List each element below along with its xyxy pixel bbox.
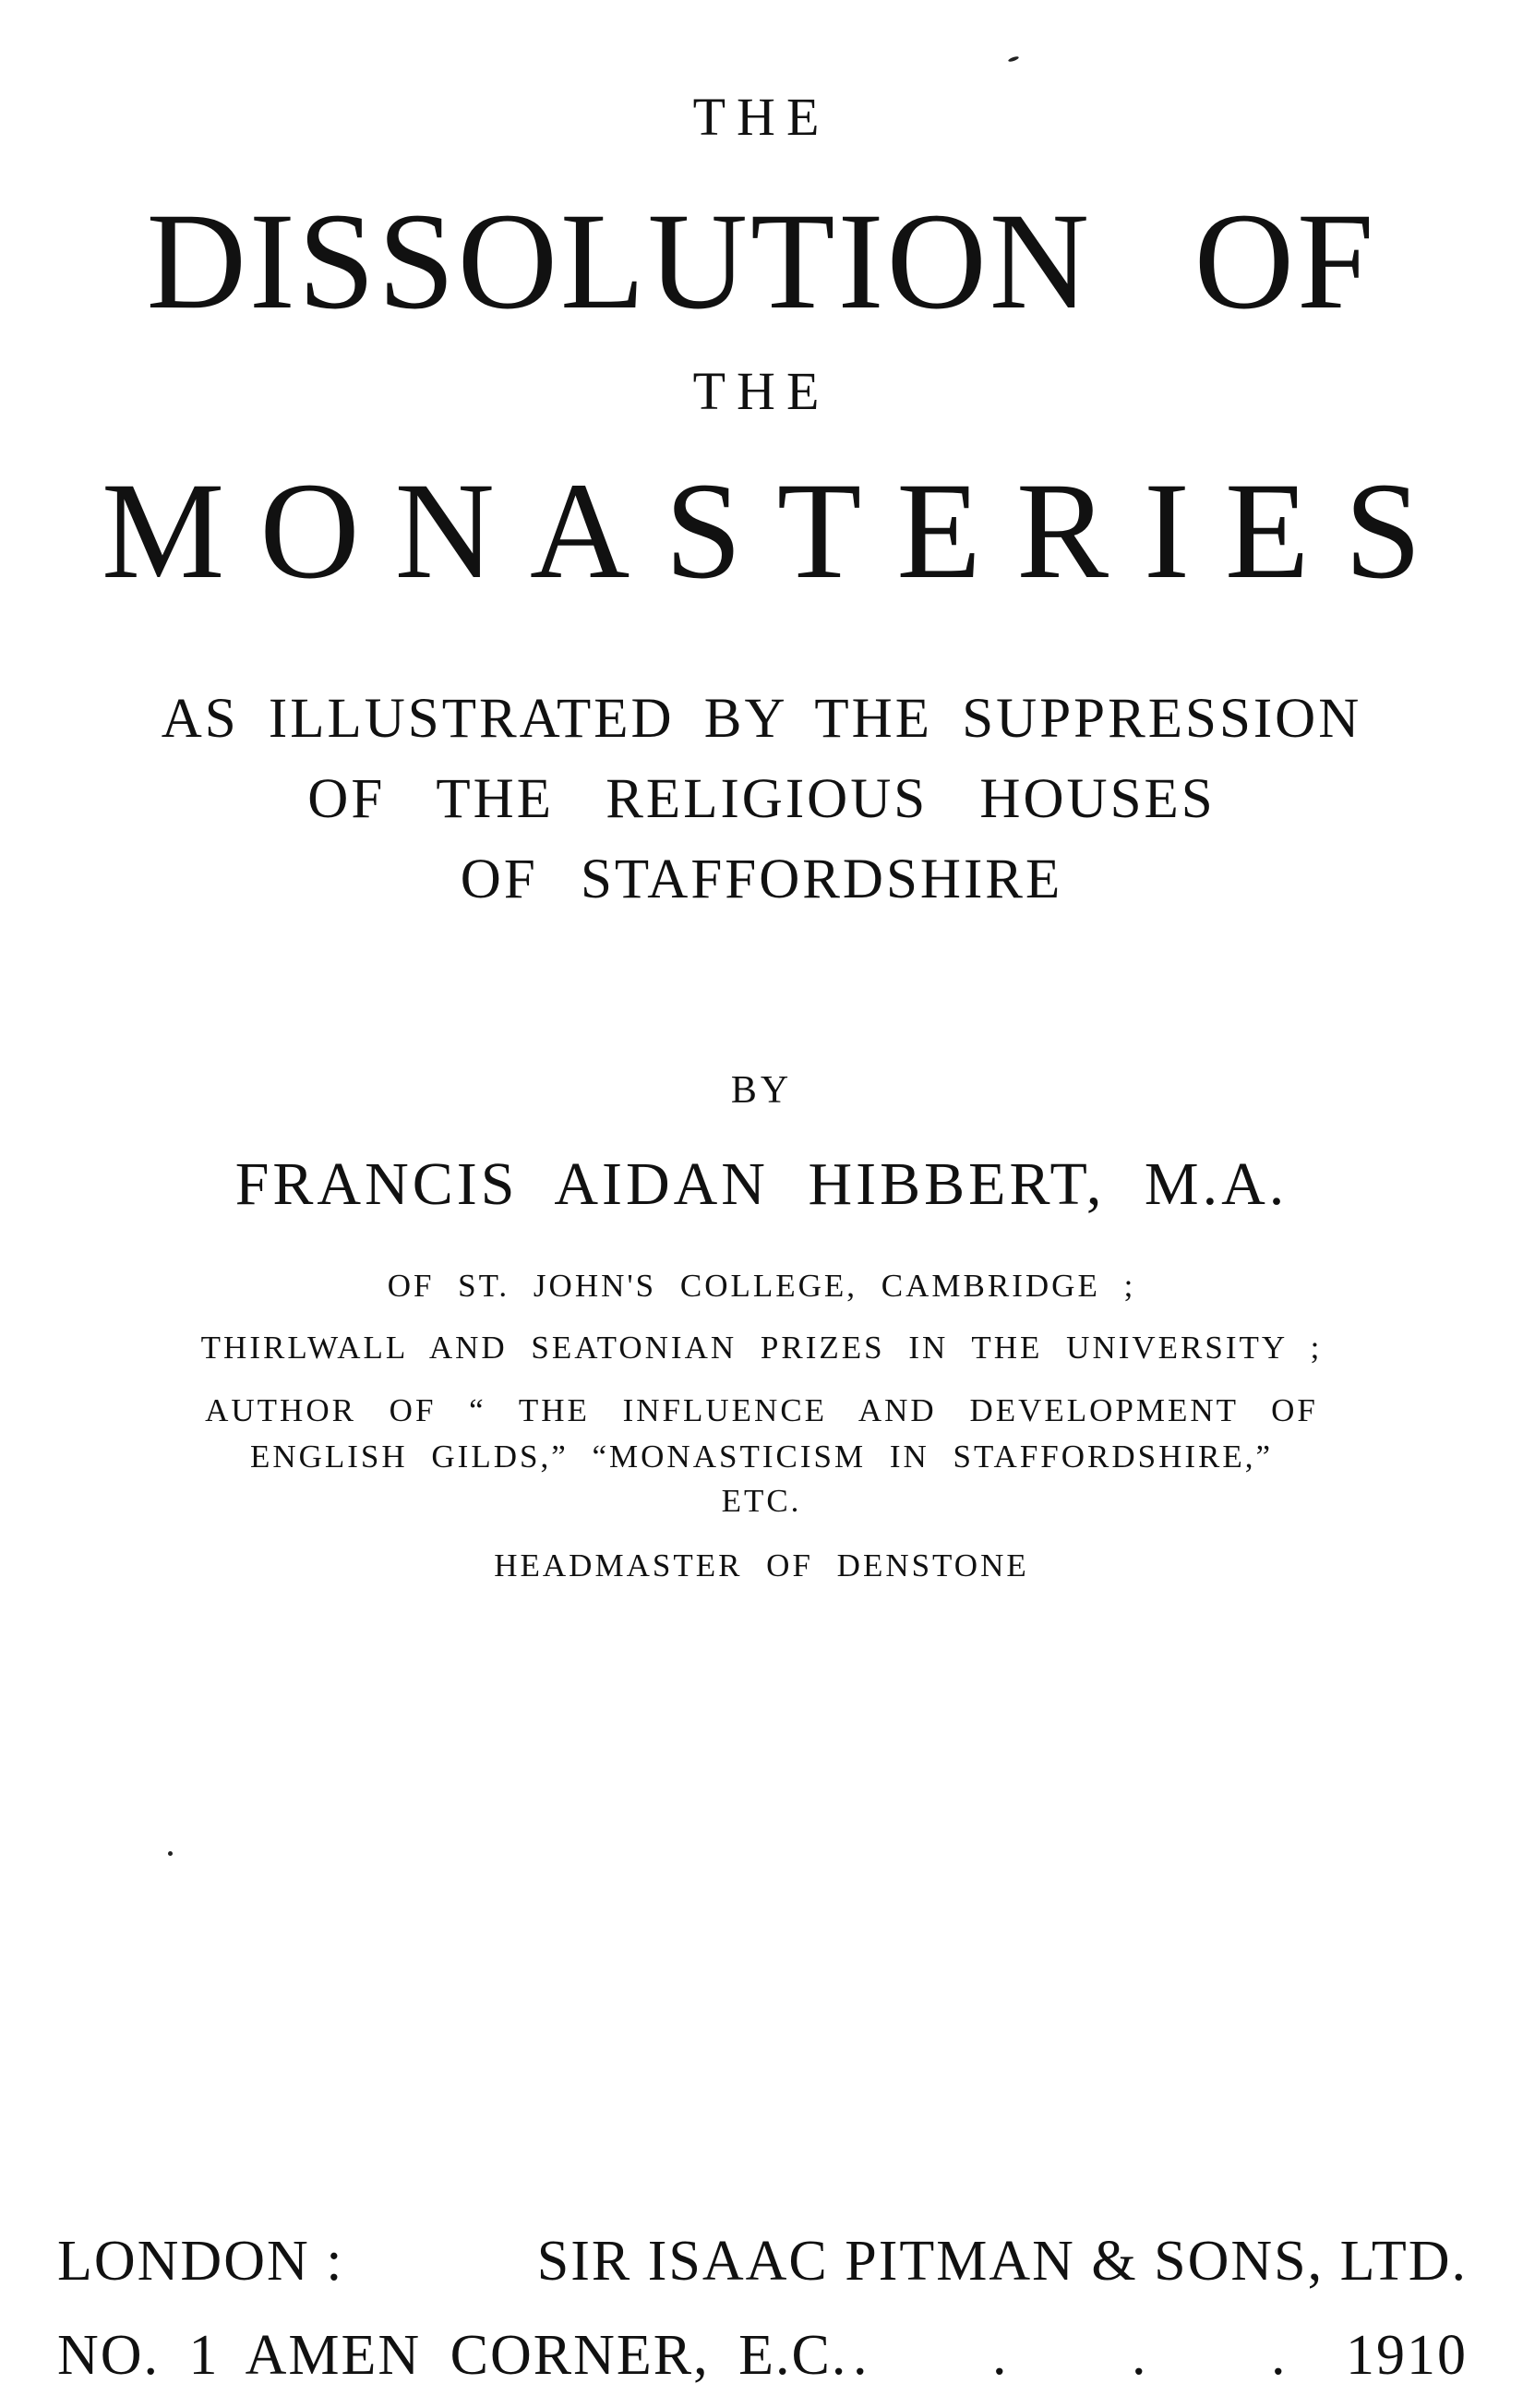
imprint-city: LONDON : (57, 2230, 344, 2293)
subtitle-line-3: OF STAFFORDSHIRE (460, 849, 1063, 910)
title-article-top: THE (692, 87, 831, 147)
author-credential-works-line-2: ENGLISH GILDS,” “MONASTICISM IN STAFFORDSHIRE,” (249, 1439, 1274, 1475)
subtitle-line-1: AS ILLUSTRATED BY THE SUPPRESSION (161, 688, 1362, 750)
author-credential-works-line-1: AUTHOR OF “ THE INFLUENCE AND DEVELOPMENT OF (205, 1392, 1318, 1428)
title-line-dissolution: DISSOLUTION OF (146, 185, 1377, 338)
publisher-imprint-line-2 (57, 2324, 1468, 2387)
publisher-imprint-line-1 (57, 2230, 1468, 2293)
author-name: FRANCIS AIDAN HIBBERT, M.A. (234, 1150, 1289, 1218)
imprint-leader-dots: . . . . (852, 2324, 1341, 2387)
imprint-publisher: SIR ISAAC PITMAN & SONS, LTD. (536, 2230, 1468, 2293)
author-credential-prizes: THIRLWALL AND SEATONIAN PRIZES IN THE UNIVERSITY ; (200, 1330, 1323, 1366)
ink-dot (168, 1851, 173, 1856)
by-line: BY (730, 1069, 793, 1112)
author-credential-etc: ETC. (721, 1483, 802, 1519)
subtitle-line-2: OF THE RELIGIOUS HOUSES (307, 768, 1216, 830)
ink-speck (1008, 55, 1020, 63)
title-article-middle: THE (692, 361, 831, 421)
imprint-address: NO. 1 AMEN CORNER, E.C. (57, 2324, 848, 2387)
title-line-monasteries: MONASTERIES (101, 454, 1457, 608)
author-credential-headmaster: HEADMASTER OF DENSTONE (494, 1547, 1029, 1583)
author-credential-college: OF ST. JOHN'S COLLEGE, CAMBRIDGE ; (387, 1268, 1136, 1304)
imprint-year: 1910 (1345, 2324, 1468, 2387)
